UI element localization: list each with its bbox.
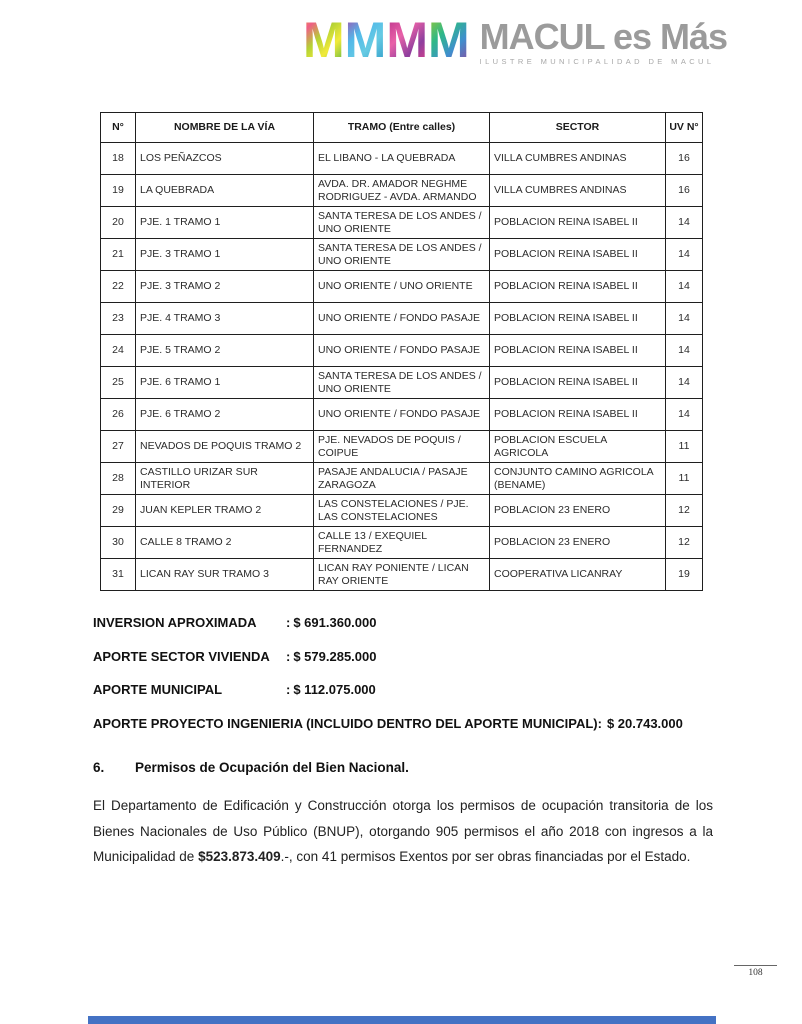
cell-tramo: LICAN RAY PONIENTE / LICAN RAY ORIENTE — [314, 559, 490, 591]
cell-n: 29 — [101, 495, 136, 527]
brand-subtitle: ILUSTRE MUNICIPALIDAD DE MACUL — [479, 57, 715, 66]
footer-accent-bar — [88, 1016, 716, 1024]
table-row — [101, 399, 703, 431]
cell-n: 22 — [101, 271, 136, 303]
cell-via: LOS PEÑAZCOS — [136, 143, 314, 175]
cell-uv: 11 — [666, 431, 703, 463]
cell-tramo: CALLE 13 / EXEQUIEL FERNANDEZ — [314, 527, 490, 559]
table-row — [101, 559, 703, 591]
investment-line-full — [93, 707, 753, 741]
brand-name: MACUL es Más — [479, 16, 728, 57]
cell-sector: POBLACION REINA ISABEL II — [490, 399, 666, 431]
municipality-logo — [303, 14, 727, 66]
cell-n: 24 — [101, 335, 136, 367]
cell-via: PJE. 6 TRAMO 2 — [136, 399, 314, 431]
table-row — [101, 431, 703, 463]
cell-tramo: SANTA TERESA DE LOS ANDES / UNO ORIENTE — [314, 239, 490, 271]
logo-m3-icon: M — [386, 16, 428, 64]
cell-uv: 14 — [666, 399, 703, 431]
cell-via: LICAN RAY SUR TRAMO 3 — [136, 559, 314, 591]
cell-via: PJE. 3 TRAMO 1 — [136, 239, 314, 271]
cell-n: 28 — [101, 463, 136, 495]
cell-tramo: UNO ORIENTE / FONDO PASAJE — [314, 399, 490, 431]
cell-uv: 12 — [666, 495, 703, 527]
paragraph-part2: .-, con 41 permisos Exentos por ser obras financiadas por el Estado. — [280, 849, 691, 864]
table-row — [101, 175, 703, 207]
section-title: Permisos de Ocupación del Bien Nacional. — [135, 760, 409, 775]
cell-uv: 16 — [666, 175, 703, 207]
table-row — [101, 271, 703, 303]
investment-lines — [93, 606, 753, 707]
investment-line — [93, 640, 753, 674]
logo-m4-icon: M — [428, 16, 470, 64]
cell-uv: 16 — [666, 143, 703, 175]
investment-label: INVERSION APROXIMADA — [93, 615, 257, 631]
cell-via: CASTILLO URIZAR SUR INTERIOR — [136, 463, 314, 495]
cell-sector: POBLACION REINA ISABEL II — [490, 271, 666, 303]
investment-separator: : — [286, 648, 291, 664]
cell-tramo: EL LIBANO - LA QUEBRADA — [314, 143, 490, 175]
cell-tramo: PASAJE ANDALUCIA / PASAJE ZARAGOZA — [314, 463, 490, 495]
roads-table-header — [101, 113, 703, 143]
cell-tramo: AVDA. DR. AMADOR NEGHME RODRIGUEZ - AVDA. ARMANDO — [314, 175, 490, 207]
cell-n: 27 — [101, 431, 136, 463]
cell-tramo: PJE. NEVADOS DE POQUIS / COIPUE — [314, 431, 490, 463]
investment-amount: $ 112.075.000 — [293, 682, 376, 698]
logo-m2-icon: M — [345, 16, 387, 64]
page-number — [734, 965, 777, 978]
cell-n: 26 — [101, 399, 136, 431]
cell-uv: 12 — [666, 527, 703, 559]
cell-tramo: LAS CONSTELACIONES / PJE. LAS CONSTELACIONES — [314, 495, 490, 527]
table-row — [101, 239, 703, 271]
cell-sector: VILLA CUMBRES ANDINAS — [490, 175, 666, 207]
body-paragraph — [93, 793, 713, 870]
cell-sector: VILLA CUMBRES ANDINAS — [490, 143, 666, 175]
page-number-value: 108 — [748, 968, 763, 978]
cell-sector: POBLACION REINA ISABEL II — [490, 303, 666, 335]
cell-via: PJE. 4 TRAMO 3 — [136, 303, 314, 335]
paragraph-part1: El Departamento de Edificación y Construcción otorga los permisos de ocupación transitoria de los Bienes Nacionales de Uso Público (BNUP), otorgando 905 permisos el año 2018 con ingresos a la Municipalidad de — [93, 798, 713, 864]
cell-sector: POBLACION 23 ENERO — [490, 495, 666, 527]
table-row — [101, 303, 703, 335]
cell-n: 18 — [101, 143, 136, 175]
table-row — [101, 495, 703, 527]
header-tramo: TRAMO (Entre calles) — [314, 113, 490, 143]
cell-n: 30 — [101, 527, 136, 559]
cell-via: PJE. 5 TRAMO 2 — [136, 335, 314, 367]
cell-n: 21 — [101, 239, 136, 271]
table-row — [101, 367, 703, 399]
cell-n: 31 — [101, 559, 136, 591]
cell-uv: 14 — [666, 207, 703, 239]
cell-via: PJE. 3 TRAMO 2 — [136, 271, 314, 303]
cell-uv: 14 — [666, 367, 703, 399]
cell-sector: POBLACION REINA ISABEL II — [490, 335, 666, 367]
investment-separator: : — [286, 682, 291, 698]
cell-uv: 14 — [666, 303, 703, 335]
investment-summary — [93, 606, 753, 740]
investment-line — [93, 673, 753, 707]
header-via: NOMBRE DE LA VÍA — [136, 113, 314, 143]
cell-sector: CONJUNTO CAMINO AGRICOLA (BENAME) — [490, 463, 666, 495]
cell-sector: POBLACION REINA ISABEL II — [490, 367, 666, 399]
cell-n: 19 — [101, 175, 136, 207]
cell-uv: 14 — [666, 271, 703, 303]
table-row — [101, 527, 703, 559]
brand-text-block — [479, 16, 728, 66]
cell-via: PJE. 6 TRAMO 1 — [136, 367, 314, 399]
cell-tramo: UNO ORIENTE / UNO ORIENTE — [314, 271, 490, 303]
cell-sector: POBLACION 23 ENERO — [490, 527, 666, 559]
cell-sector: POBLACION REINA ISABEL II — [490, 239, 666, 271]
cell-n: 23 — [101, 303, 136, 335]
cell-tramo: UNO ORIENTE / FONDO PASAJE — [314, 335, 490, 367]
cell-via: PJE. 1 TRAMO 1 — [136, 207, 314, 239]
investment-amount: $ 691.360.000 — [293, 615, 377, 631]
investment-amount: $ 579.285.000 — [293, 648, 377, 664]
roads-table-body — [101, 143, 703, 591]
table-row — [101, 143, 703, 175]
mmmm-logo-icon — [303, 12, 470, 68]
cell-n: 20 — [101, 207, 136, 239]
investment-amount: $ 20.743.000 — [606, 715, 683, 731]
cell-via: CALLE 8 TRAMO 2 — [136, 527, 314, 559]
section-number: 6. — [93, 760, 105, 775]
cell-sector: COOPERATIVA LICANRAY — [490, 559, 666, 591]
cell-sector: POBLACION ESCUELA AGRICOLA — [490, 431, 666, 463]
cell-via: LA QUEBRADA — [136, 175, 314, 207]
table-row — [101, 335, 703, 367]
cell-sector: POBLACION REINA ISABEL II — [490, 207, 666, 239]
cell-uv: 14 — [666, 239, 703, 271]
cell-via: NEVADOS DE POQUIS TRAMO 2 — [136, 431, 314, 463]
header-row — [101, 113, 703, 143]
investment-label: APORTE PROYECTO INGENIERIA (INCLUIDO DENTRO DEL APORTE MUNICIPAL): — [93, 715, 602, 731]
table-row — [101, 463, 703, 495]
section-heading — [93, 760, 733, 775]
investment-label: APORTE MUNICIPAL — [93, 682, 223, 698]
cell-tramo: SANTA TERESA DE LOS ANDES / UNO ORIENTE — [314, 367, 490, 399]
investment-label: APORTE SECTOR VIVIENDA — [93, 648, 270, 664]
paragraph-bold-amount: $523.873.409 — [198, 849, 281, 864]
cell-uv: 11 — [666, 463, 703, 495]
header-uv: UV N° — [666, 113, 703, 143]
cell-uv: 19 — [666, 559, 703, 591]
logo-m1-icon: M — [303, 16, 345, 64]
header-sector: SECTOR — [490, 113, 666, 143]
cell-n: 25 — [101, 367, 136, 399]
cell-tramo: SANTA TERESA DE LOS ANDES / UNO ORIENTE — [314, 207, 490, 239]
roads-table — [100, 112, 703, 591]
investment-separator: : — [286, 615, 291, 631]
investment-line — [93, 606, 753, 640]
cell-tramo: UNO ORIENTE / FONDO PASAJE — [314, 303, 490, 335]
cell-uv: 14 — [666, 335, 703, 367]
table-row — [101, 207, 703, 239]
cell-via: JUAN KEPLER TRAMO 2 — [136, 495, 314, 527]
header-num: N° — [101, 113, 136, 143]
